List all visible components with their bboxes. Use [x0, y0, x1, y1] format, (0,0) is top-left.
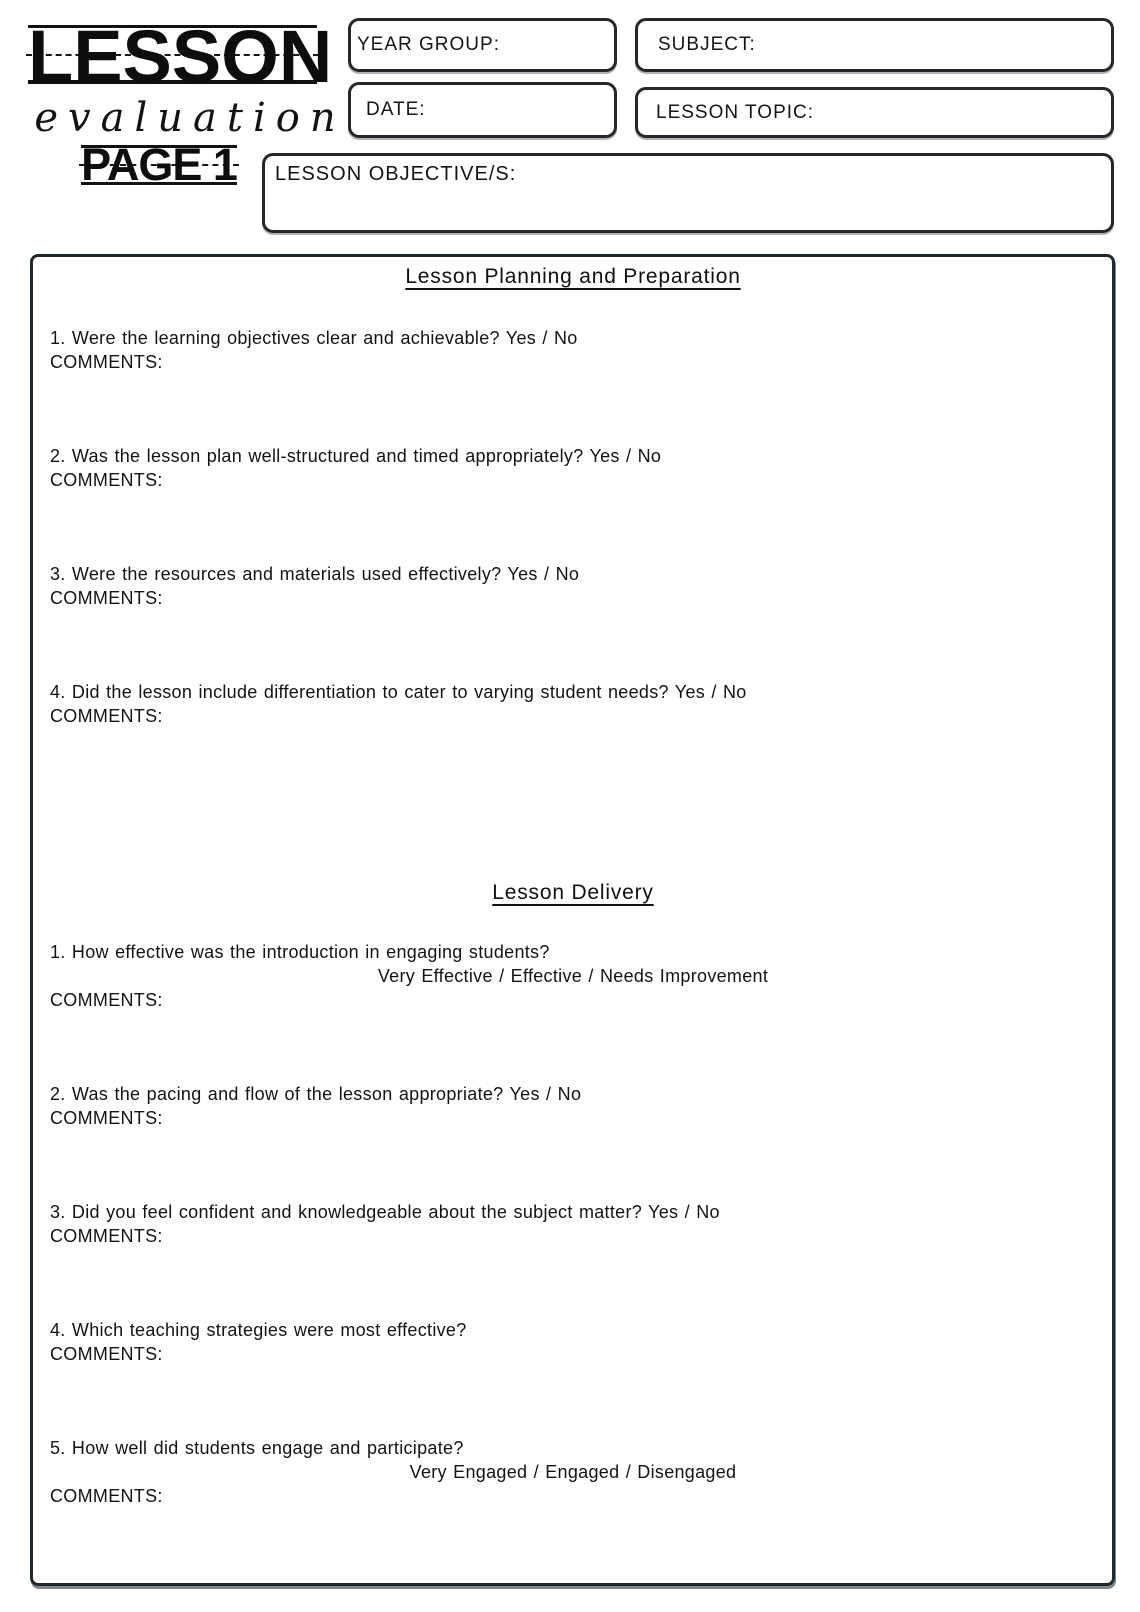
question-block [50, 1082, 1096, 1200]
question-block [50, 1200, 1096, 1318]
comments-label: COMMENTS: [50, 470, 163, 490]
page-label-block [81, 139, 237, 190]
lesson-topic-label: LESSON TOPIC: [656, 101, 815, 123]
comments-writing-area[interactable] [50, 1366, 1096, 1436]
comments-writing-area[interactable] [50, 1130, 1096, 1200]
question-text: 2. Was the pacing and flow of the lesson appropriate? Yes / No [50, 1084, 582, 1104]
page-label: PAGE 1 [81, 139, 237, 190]
evaluation-form-body [30, 254, 1115, 1586]
question-block [50, 1436, 1096, 1578]
comments-label: COMMENTS: [50, 1226, 163, 1246]
question-block [50, 444, 1096, 562]
question-block [50, 680, 1096, 798]
comments-writing-area[interactable] [50, 492, 1096, 562]
date-field[interactable] [348, 82, 617, 138]
question-text: 2. Was the lesson plan well-structured and timed appropriately? Yes / No [50, 446, 662, 466]
comments-writing-area[interactable] [50, 374, 1096, 444]
question-text: 4. Which teaching strategies were most effective? [50, 1320, 467, 1340]
logo-title: LESSON [28, 15, 333, 98]
question-text: 5. How well did students engage and participate? [50, 1438, 464, 1458]
comments-label: COMMENTS: [50, 1108, 163, 1128]
comments-writing-area[interactable] [50, 1508, 1096, 1578]
comments-label: COMMENTS: [50, 1344, 163, 1364]
question-options: Very Engaged / Engaged / Disengaged [409, 1462, 737, 1482]
year-group-label: YEAR GROUP: [357, 34, 500, 55]
section-title-planning: Lesson Planning and Preparation [405, 265, 741, 288]
comments-writing-area[interactable] [50, 1248, 1096, 1318]
question-block [50, 1318, 1096, 1436]
comments-label: COMMENTS: [50, 990, 163, 1010]
comments-label: COMMENTS: [50, 706, 163, 726]
comments-writing-area[interactable] [50, 1012, 1096, 1082]
date-label: DATE: [366, 99, 426, 120]
subject-field[interactable] [635, 18, 1114, 72]
comments-label: COMMENTS: [50, 352, 163, 372]
question-block [50, 326, 1096, 444]
comments-label: COMMENTS: [50, 1486, 163, 1506]
logo [28, 15, 346, 141]
comments-writing-area[interactable] [50, 728, 1096, 798]
subject-label: SUBJECT: [658, 34, 756, 55]
lesson-topic-field[interactable] [635, 87, 1114, 138]
question-options: Very Effective / Effective / Needs Improvement [377, 966, 769, 986]
comments-writing-area[interactable] [50, 610, 1096, 680]
year-group-field[interactable] [348, 18, 617, 72]
question-text: 1. How effective was the introduction in engaging students? [50, 942, 550, 962]
question-text: 4. Did the lesson include differentiation to cater to varying student needs? Yes / No [50, 682, 747, 702]
section-title-delivery: Lesson Delivery [492, 881, 654, 904]
question-block [50, 562, 1096, 680]
question-text: 3. Were the resources and materials used effectively? Yes / No [50, 564, 580, 584]
lesson-objectives-field[interactable] [262, 153, 1114, 233]
logo-subtitle: evaluation [34, 95, 346, 141]
lesson-objectives-label: LESSON OBJECTIVE/S: [275, 163, 517, 185]
question-text: 1. Were the learning objectives clear and achievable? Yes / No [50, 328, 578, 348]
comments-label: COMMENTS: [50, 588, 163, 608]
question-text: 3. Did you feel confident and knowledgeable about the subject matter? Yes / No [50, 1202, 720, 1222]
question-block [50, 940, 1096, 1082]
